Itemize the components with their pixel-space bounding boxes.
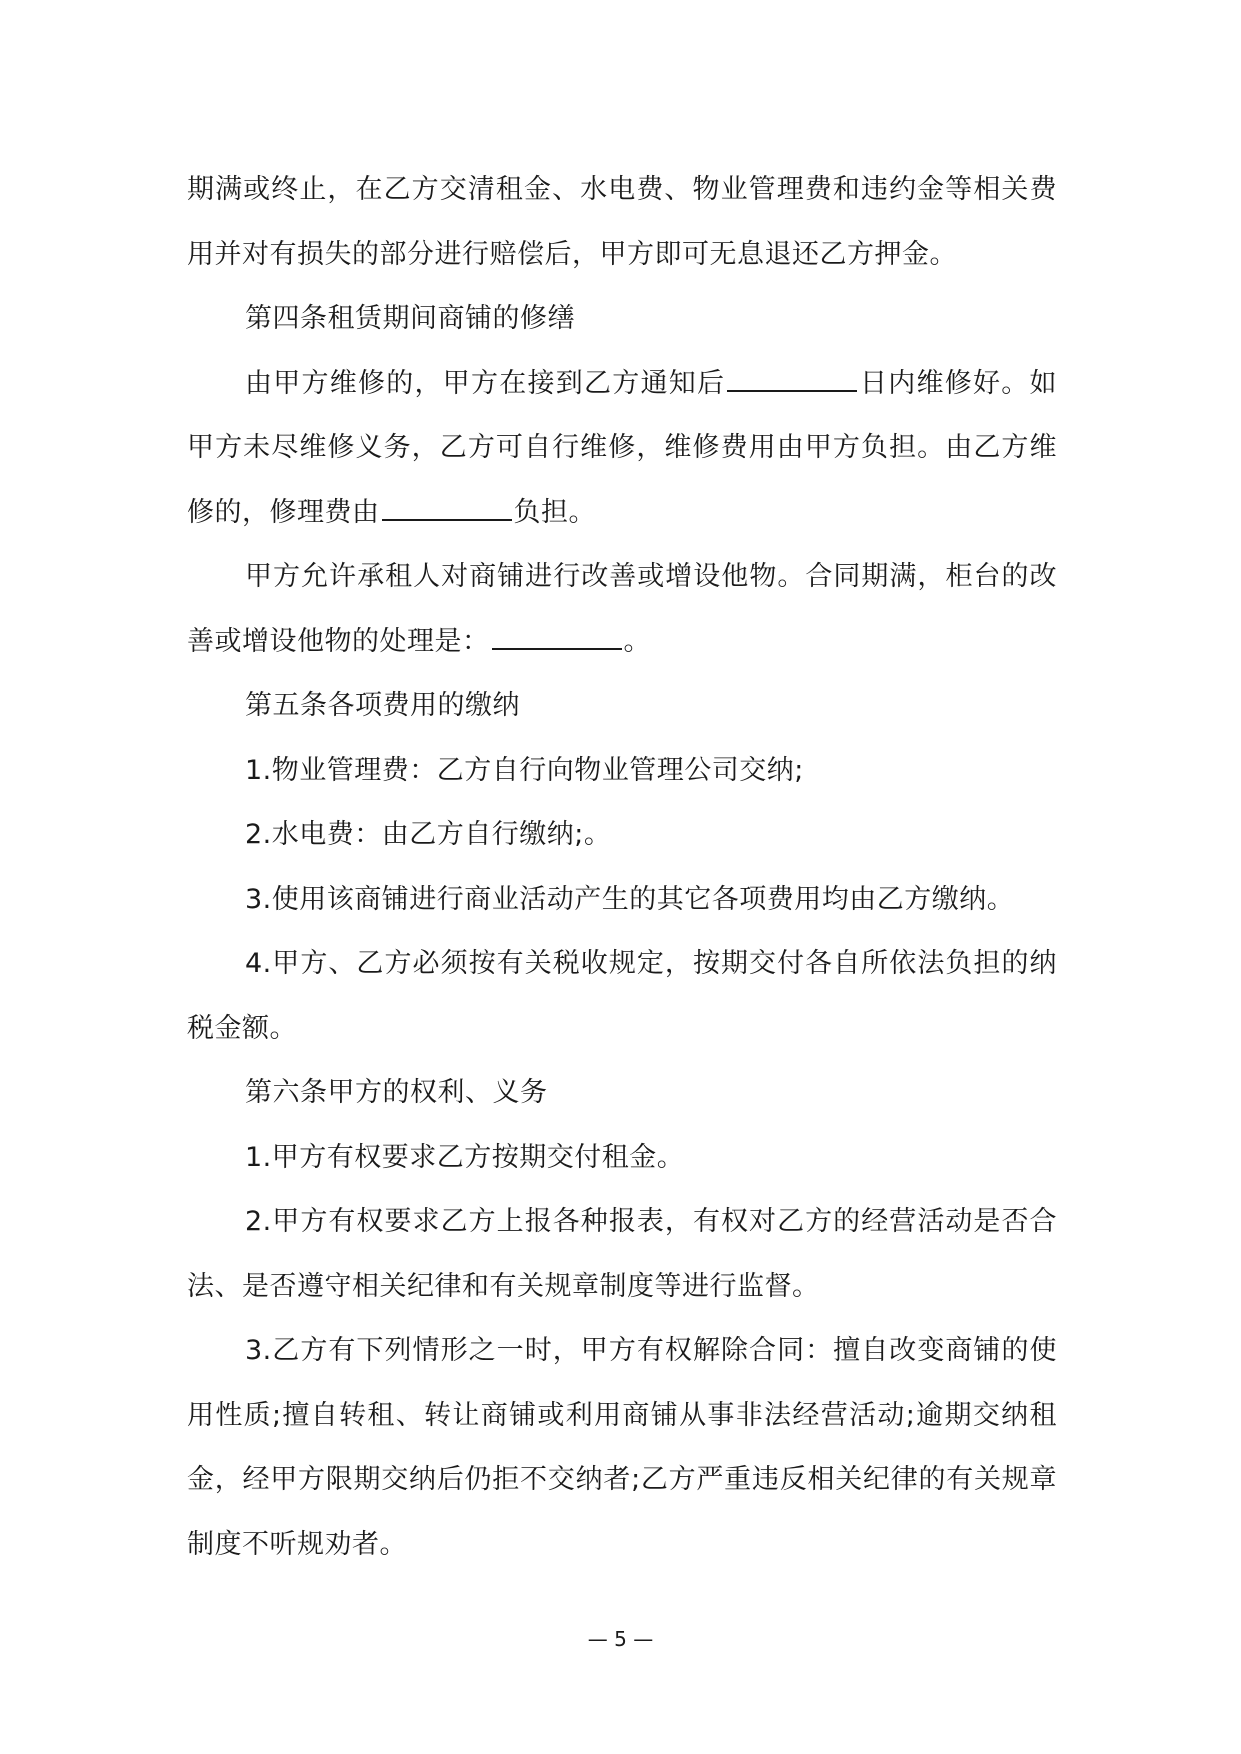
improvements-text-1: 甲方允许承租人对商铺进行改善或增设他物。合同期满，柜台的改善或增设他物的处理是： (187, 561, 1057, 657)
list-item-taxes: 4.甲方、乙方必须按有关税收规定，按期交付各自所依法负担的纳税金额。 (187, 948, 1057, 1044)
improvements-text-2: 。 (623, 625, 651, 657)
list-item-utility-fee: 2.水电费：由乙方自行缴纳;。 (245, 819, 612, 850)
document-body (187, 158, 1057, 1577)
paragraph-deposit-refund: 期满或终止，在乙方交清租金、水电费、物业管理费和违约金等相关费用并对有损失的部分进行赔偿后，甲方即可无息退还乙方押金。 (187, 174, 1057, 270)
list-item-property-fee: 1.物业管理费：乙方自行向物业管理公司交纳; (245, 754, 804, 786)
repair-text-3: 负担。 (513, 496, 596, 528)
heading-article-5: 第五条各项费用的缴纳 (245, 690, 520, 721)
improvements-handling-blank (492, 626, 622, 650)
repair-text-1: 由甲方维修的，甲方在接到乙方通知后 (245, 367, 726, 399)
repair-cost-bearer-blank (382, 497, 512, 521)
paragraph-repair-terms (187, 352, 1057, 546)
list-item-rent-payment: 1.甲方有权要求乙方按期交付租金。 (245, 1141, 685, 1173)
repair-days-blank (727, 368, 857, 392)
list-item-other-fees: 3.使用该商铺进行商业活动产生的其它各项费用均由乙方缴纳。 (245, 883, 1015, 915)
list-item-supervision: 2.甲方有权要求乙方上报各种报表，有权对乙方的经营活动是否合法、是否遵守相关纪律和有关规章制度等进行监督。 (187, 1206, 1057, 1302)
heading-article-4: 第四条租赁期间商铺的修缮 (245, 303, 575, 334)
paragraph-improvements (187, 545, 1057, 674)
list-item-termination: 3.乙方有下列情形之一时，甲方有权解除合同：擅自改变商铺的使用性质;擅自转租、转让商铺或利用商铺从事非法经营活动;逾期交纳租金，经甲方限期交纳后仍拒不交纳者;乙方严重违反相关纪律的有关规章制度不听规劝者。 (187, 1335, 1057, 1560)
repair-text-2: 日内维修好。如甲方未尽维修义务，乙方可自行维修，维修费用由甲方负担。由乙方维修的，修理费由 (187, 367, 1057, 528)
page-number: — 5 — (587, 1627, 654, 1651)
heading-article-6: 第六条甲方的权利、义务 (245, 1077, 548, 1108)
